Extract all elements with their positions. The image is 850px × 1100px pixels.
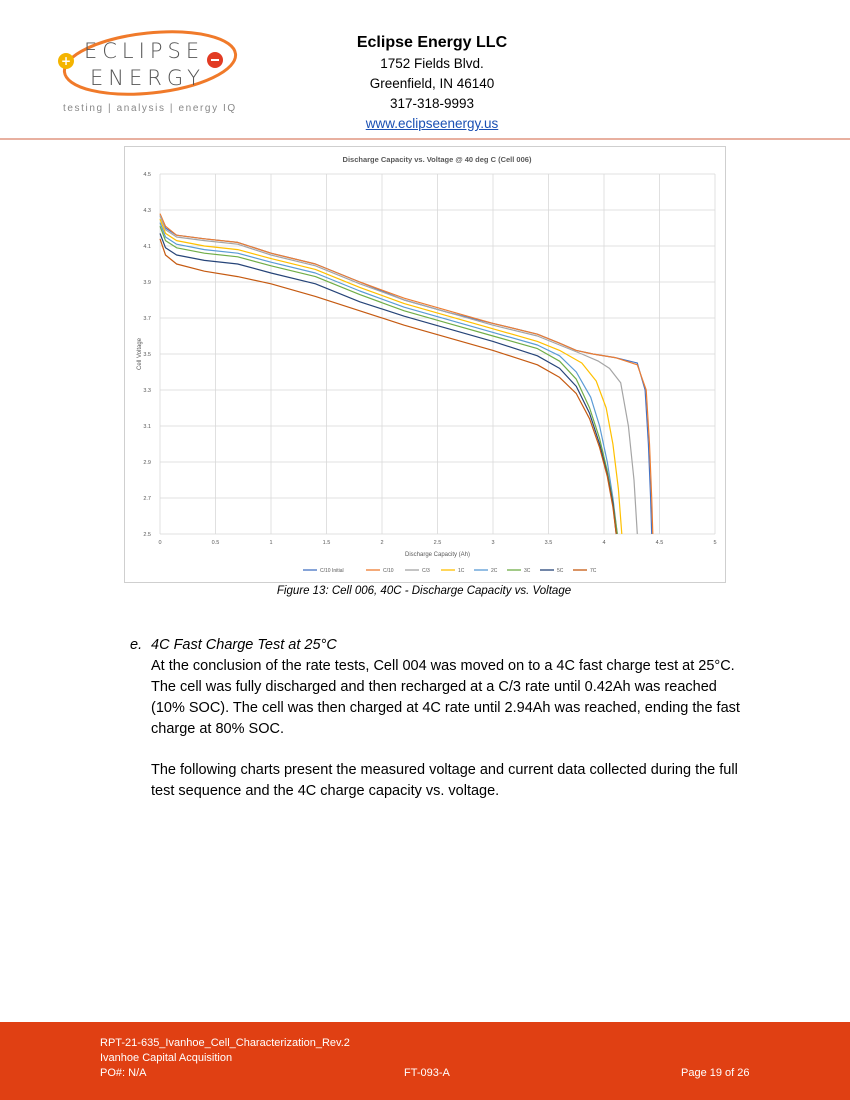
x-tick-label: 5 bbox=[713, 540, 717, 546]
figure-caption: Figure 13: Cell 006, 40C - Discharge Capacity vs. Voltage bbox=[276, 585, 572, 597]
logo-line1: ECLIPSE bbox=[84, 39, 205, 63]
discharge-chart bbox=[125, 147, 725, 582]
chart-title: Discharge Capacity vs. Voltage @ 40 deg C (Cell 006) bbox=[342, 155, 532, 164]
footer-page-number: Page 19 of 26 bbox=[681, 1067, 750, 1079]
x-tick-label: 4 bbox=[602, 540, 606, 546]
y-tick-label: 4.3 bbox=[143, 208, 151, 214]
logo-line2: ENERGY bbox=[90, 66, 205, 90]
y-axis-label: Cell Voltage bbox=[137, 337, 143, 371]
footer-doc-id: RPT-21-635_Ivanhoe_Cell_Characterization_Rev.2 bbox=[100, 1037, 350, 1049]
chart-container bbox=[124, 146, 726, 583]
legend-label-c-10: C/10 bbox=[383, 568, 394, 574]
logo-ring bbox=[52, 25, 242, 105]
x-tick-label: 2 bbox=[380, 540, 384, 546]
legend-label-1c: 1C bbox=[458, 568, 465, 574]
y-tick-label: 3.1 bbox=[143, 424, 151, 430]
footer-client: Ivanhoe Capital Acquisition bbox=[100, 1052, 233, 1064]
legend-label-c-3: C/3 bbox=[422, 568, 430, 574]
footer-form: FT-093-A bbox=[404, 1067, 450, 1079]
x-tick-label: 2.5 bbox=[433, 540, 442, 546]
x-tick-label: 1.5 bbox=[322, 540, 331, 546]
y-tick-label: 4.5 bbox=[143, 172, 151, 178]
y-tick-label: 3.9 bbox=[143, 280, 151, 286]
y-tick-label: 2.7 bbox=[143, 496, 151, 502]
legend-label-3c: 3C bbox=[524, 568, 531, 574]
y-tick-label: 3.5 bbox=[143, 352, 151, 358]
series-line-c-10 bbox=[160, 214, 653, 534]
series-line-7c bbox=[160, 239, 616, 534]
company-address-line2: Greenfield, IN 46140 bbox=[369, 76, 495, 91]
legend-label-2c: 2C bbox=[491, 568, 498, 574]
company-name: Eclipse Energy LLC bbox=[356, 34, 508, 51]
section-heading bbox=[130, 635, 750, 656]
y-tick-label: 2.9 bbox=[143, 460, 151, 466]
page-footer bbox=[0, 1022, 850, 1100]
y-tick-label: 2.5 bbox=[143, 532, 151, 538]
x-tick-label: 0.5 bbox=[211, 540, 220, 546]
section-paragraph-1: At the conclusion of the rate tests, Cell 004 was moved on to a 4C fast charge test at 25°C. The cell was fully discharged and then recharged at a C/3 rate until 0.42Ah was reached (10% SOC). The cell was then charged at 4C rate until 2.94Ah was reached, ending the fast charge at 80% SOC. bbox=[151, 658, 740, 737]
company-website-link[interactable]: www.eclipseenergy.us bbox=[365, 116, 499, 131]
section-e bbox=[130, 635, 750, 802]
y-tick-label: 4.1 bbox=[143, 244, 151, 250]
legend-label-5c: 5C bbox=[557, 568, 564, 574]
series-line-5c bbox=[160, 233, 616, 534]
logo-tagline: testing | analysis | energy IQ bbox=[63, 103, 237, 114]
x-tick-label: 0 bbox=[158, 540, 162, 546]
y-tick-label: 3.3 bbox=[143, 388, 151, 394]
section-heading-text: 4C Fast Charge Test at 25°C bbox=[151, 637, 337, 653]
legend-label-7c: 7C bbox=[590, 568, 597, 574]
legend-label-c-10-initial: C/10 Initial bbox=[320, 568, 344, 574]
x-tick-label: 3 bbox=[491, 540, 495, 546]
company-logo bbox=[52, 25, 242, 120]
header-divider bbox=[0, 138, 850, 140]
x-tick-label: 3.5 bbox=[544, 540, 553, 546]
section-paragraph-2: The following charts present the measured voltage and current data collected during the full test sequence and the 4C charge capacity vs. voltage. bbox=[151, 762, 738, 799]
x-tick-label: 4.5 bbox=[655, 540, 664, 546]
company-info bbox=[330, 32, 534, 134]
company-phone: 317-318-9993 bbox=[389, 96, 475, 111]
footer-po: PO#: N/A bbox=[100, 1067, 147, 1079]
x-axis-label: Discharge Capacity (Ah) bbox=[404, 552, 471, 558]
x-tick-label: 1 bbox=[269, 540, 273, 546]
company-address-line1: 1752 Fields Blvd. bbox=[380, 56, 484, 71]
y-tick-label: 3.7 bbox=[143, 316, 151, 322]
series-line-1c bbox=[160, 219, 622, 534]
section-letter: e. bbox=[130, 637, 143, 653]
svg-text:+: + bbox=[60, 54, 72, 68]
